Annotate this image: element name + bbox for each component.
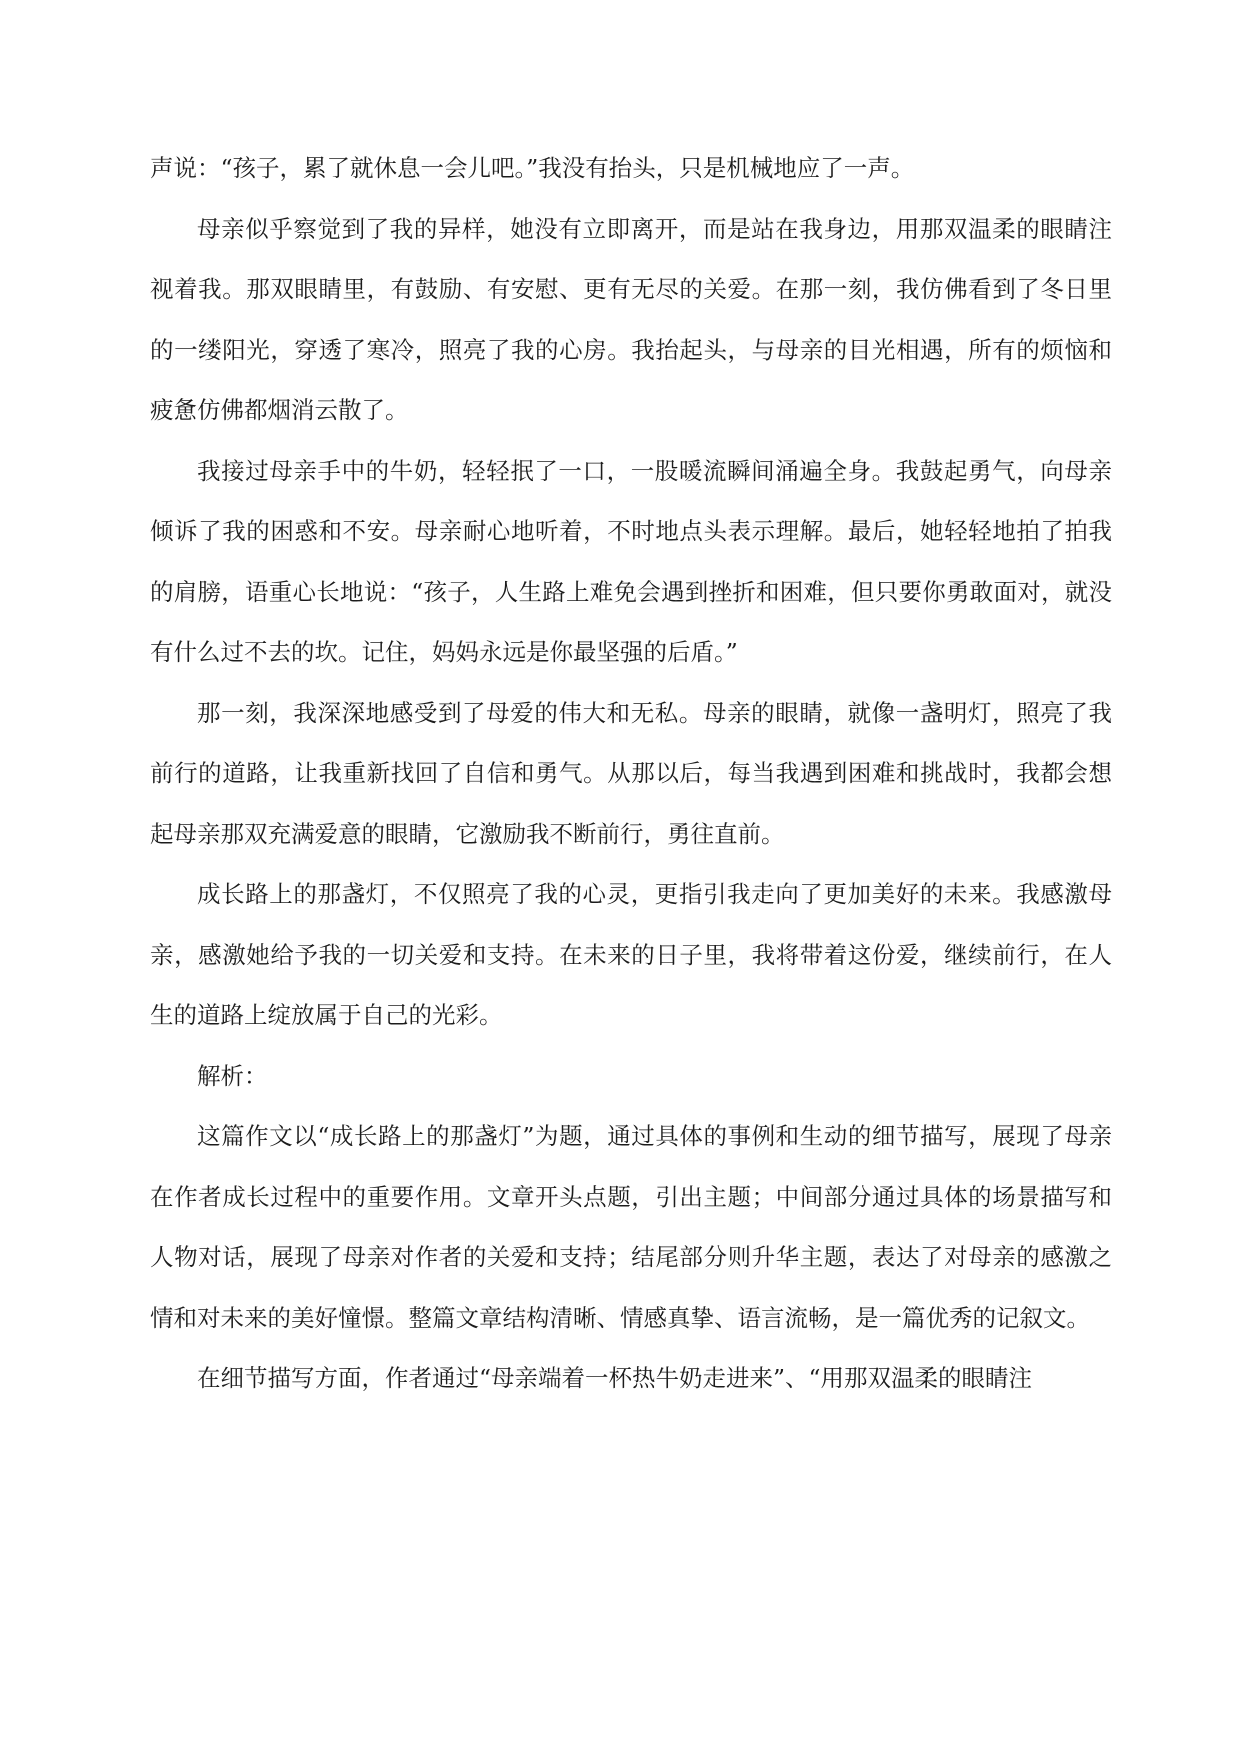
paragraph-mother-eyes: 母亲似乎察觉到了我的异样，她没有立即离开，而是站在我身边，用那双温柔的眼睛注视着我。那双眼睛里，有鼓励、有安慰、更有无尽的关爱。在那一刻，我仿佛看到了冬日里的一缕阳光，穿透了寒冷，照亮了我的心房。我抬起头，与母亲的目光相遇，所有的烦恼和疲惫仿佛都烟消云散了。	[150, 214, 1112, 424]
paragraph-continuation: 声说：“孩子，累了就休息一会儿吧。”我没有抬头，只是机械地应了一声。	[150, 154, 915, 182]
paragraph-analysis-detail: 在细节描写方面，作者通过“母亲端着一杯热牛奶走进来”、“用那双温柔的眼睛注	[197, 1364, 1033, 1392]
paragraph-milk-conversation: 我接过母亲手中的牛奶，轻轻抿了一口，一股暖流瞬间涌遍全身。我鼓起勇气，向母亲倾诉了我的困惑和不安。母亲耐心地听着，不时地点头表示理解。最后，她轻轻地拍了拍我的肩膀，语重心长地说：“孩子，人生路上难免会遇到挫折和困难，但只要你勇敢面对，就没有什么过不去的坎。记住，妈妈永远是你最坚强的后盾。”	[150, 456, 1112, 666]
analysis-heading: 解析：	[197, 1061, 268, 1090]
paragraph-analysis-overview: 这篇作文以“成长路上的那盏灯”为题，通过具体的事例和生动的细节描写，展现了母亲在作者成长过程中的重要作用。文章开头点题，引出主题；中间部分通过具体的场景描写和人物对话，展现了母亲对作者的关爱和支持；结尾部分则升华主题，表达了对母亲的感激之情和对未来的美好憧憬。整篇文章结构清晰、情感真挚、语言流畅，是一篇优秀的记叙文。	[150, 1122, 1112, 1332]
body-text	[150, 138, 1112, 1409]
paragraph-conclusion: 成长路上的那盏灯，不仅照亮了我的心灵，更指引我走向了更加美好的未来。我感激母亲，感激她给予我的一切关爱和支持。在未来的日子里，我将带着这份爱，继续前行，在人生的道路上绽放属于自己的光彩。	[150, 880, 1112, 1029]
paragraph-mother-love: 那一刻，我深深地感受到了母爱的伟大和无私。母亲的眼睛，就像一盏明灯，照亮了我前行的道路，让我重新找回了自信和勇气。从那以后，每当我遇到困难和挑战时，我都会想起母亲那双充满爱意的眼睛，它激励我不断前行，勇往直前。	[150, 698, 1112, 848]
